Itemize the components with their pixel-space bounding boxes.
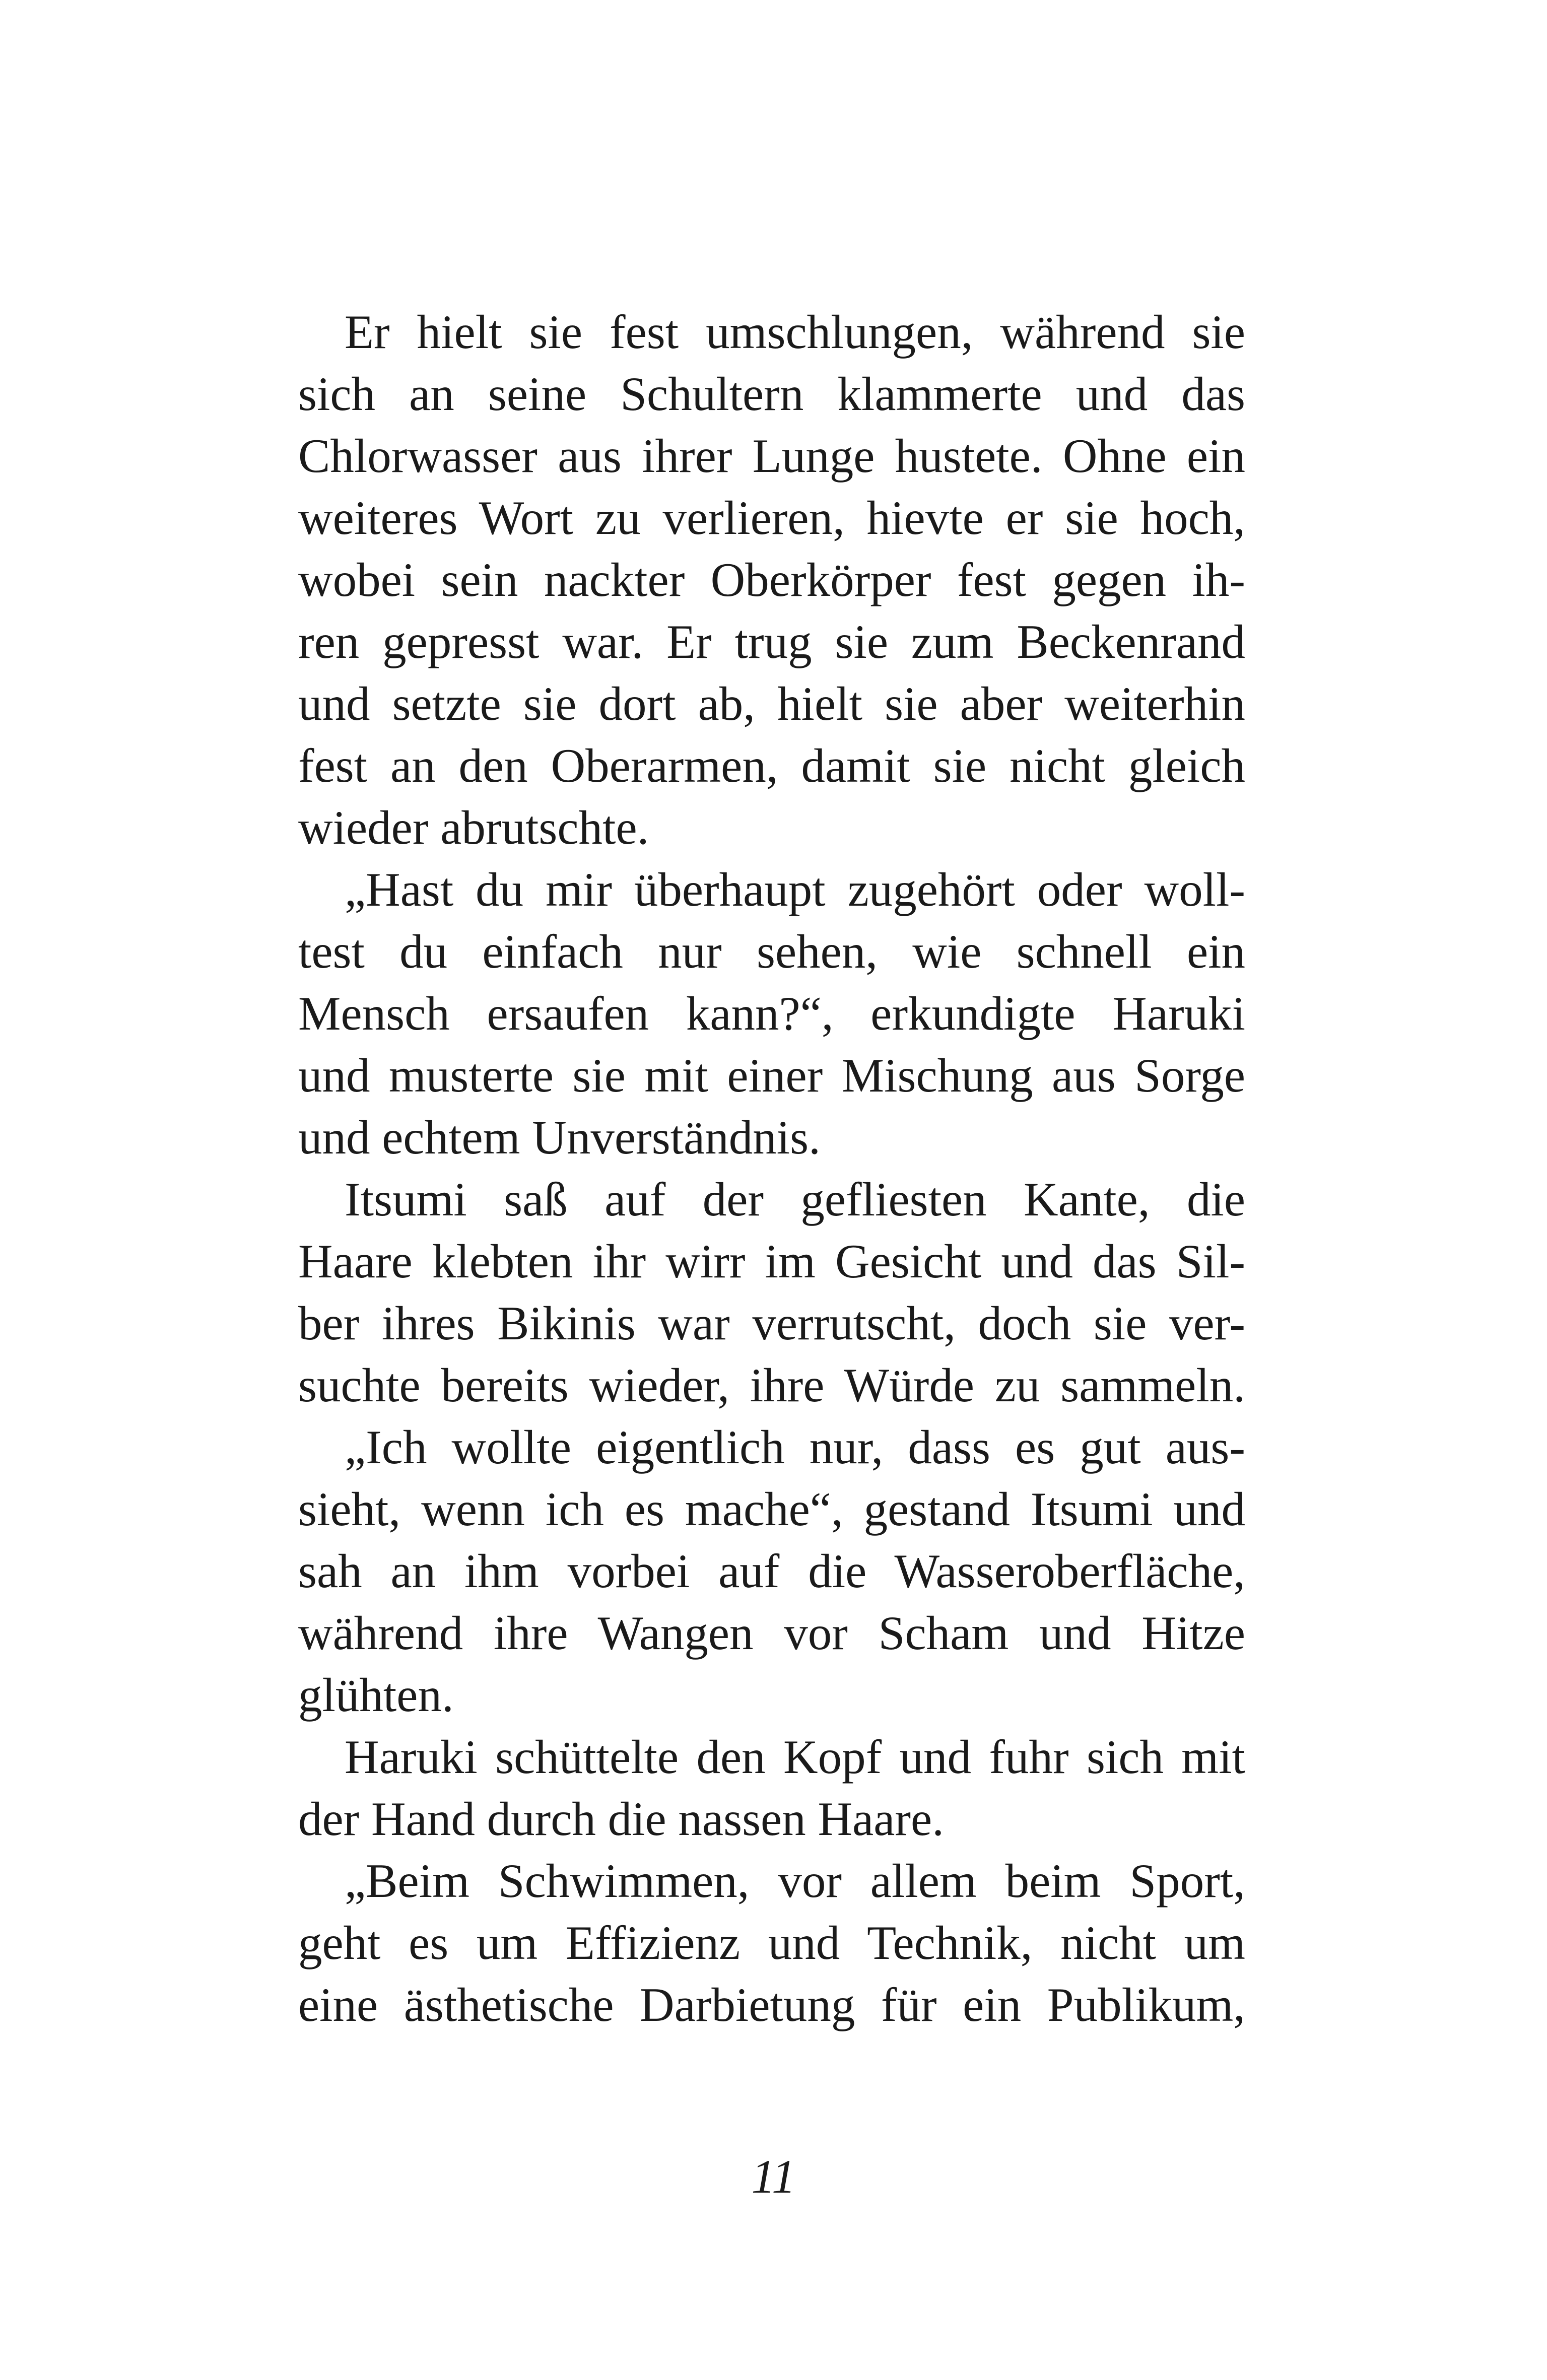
text-line: ber ihres Bikinis war verrutscht, doch sie ver-	[298, 1297, 1245, 1350]
text-line: sah an ihm vorbei auf die Wasseroberfläche,	[298, 1544, 1245, 1598]
text-line: „Ich wollte eigentlich nur, dass es gut aus-	[345, 1420, 1245, 1474]
text-line: glühten.	[298, 1668, 454, 1722]
text-line: Itsumi saß auf der gefliesten Kante, die	[345, 1173, 1245, 1226]
text-line: sich an seine Schultern klammerte und das	[298, 367, 1245, 421]
text-line: „Beim Schwimmen, vor allem beim Sport,	[345, 1854, 1245, 1908]
text-line: wobei sein nackter Oberkörper fest gegen ih-	[298, 553, 1245, 606]
text-line: Haare klebten ihr wirr im Gesicht und das Sil-	[298, 1235, 1245, 1288]
text-line: sieht, wenn ich es mache“, gestand Itsumi und	[298, 1482, 1245, 1536]
text-line: Haruki schüttelte den Kopf und fuhr sich mit	[345, 1730, 1245, 1784]
text-line: und musterte sie mit einer Mischung aus Sorge	[298, 1049, 1245, 1102]
text-line: wieder abrutschte.	[298, 801, 649, 854]
text-line: eine ästhetische Darbietung für ein Publikum,	[298, 1978, 1245, 2031]
text-line: weiteres Wort zu verlieren, hievte er sie hoch,	[298, 491, 1245, 545]
text-line: und setzte sie dort ab, hielt sie aber weiterhin	[298, 677, 1245, 730]
text-line: Mensch ersaufen kann?“, erkundigte Haruki	[298, 987, 1245, 1040]
page-number: 11	[751, 2150, 796, 2203]
text-line: „Hast du mir überhaupt zugehört oder woll-	[345, 863, 1245, 916]
text-line: während ihre Wangen vor Scham und Hitze	[298, 1606, 1245, 1660]
body-text	[298, 301, 1245, 2036]
text-line: der Hand durch die nassen Haare.	[298, 1792, 944, 1846]
text-line: test du einfach nur sehen, wie schnell ein	[298, 925, 1245, 978]
text-line: ren gepresst war. Er trug sie zum Beckenrand	[298, 615, 1245, 668]
text-line: suchte bereits wieder, ihre Würde zu sammeln.	[298, 1358, 1245, 1412]
text-line: fest an den Oberarmen, damit sie nicht gleich	[298, 739, 1245, 792]
text-line: geht es um Effizienz und Technik, nicht um	[298, 1916, 1245, 1969]
text-line: Chlorwasser aus ihrer Lunge hustete. Ohne ein	[298, 429, 1245, 483]
text-line: Er hielt sie fest umschlungen, während sie	[345, 305, 1245, 359]
text-line: und echtem Unverständnis.	[298, 1111, 821, 1164]
